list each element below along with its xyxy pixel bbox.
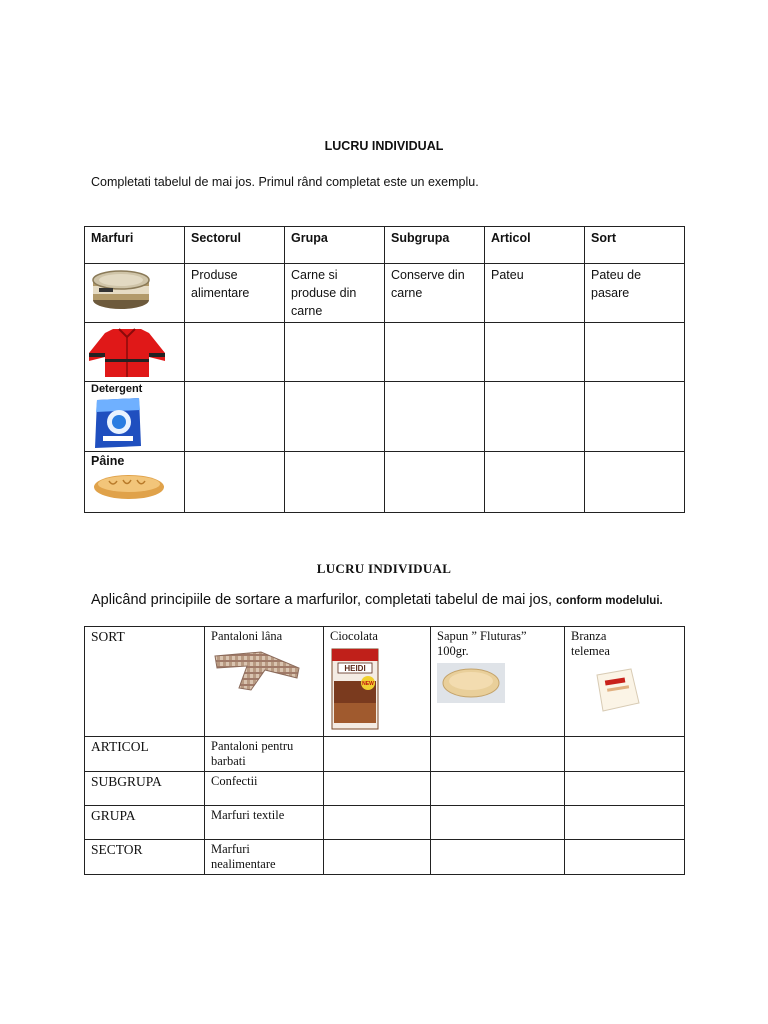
cell-grupa[interactable] [285,323,385,382]
cell-subgrupa-ciocolata[interactable] [324,772,431,806]
section1-title: LUCRU INDIVIDUAL [324,139,444,153]
table2-sector-row [85,840,685,875]
cell-articol[interactable] [485,323,585,382]
section2-title: LUCRU INDIVIDUAL [316,561,452,576]
sort-name: Pantaloni lâna [211,629,283,643]
soap-bar-icon [437,663,505,703]
table-row [85,264,685,323]
cell-sectorul[interactable] [185,382,285,452]
table-row [85,323,685,382]
classification-table-1 [84,226,685,513]
section1-instruction: Completati tabelul de mai jos. Primul rând completat este un exemplu. [91,175,479,189]
product-cell [85,452,185,513]
cell-sort[interactable] [585,323,685,382]
cell-sector-ciocolata[interactable] [324,840,431,875]
cell-sectorul[interactable]: Produse alimentare [185,264,285,323]
chocolate-badge-text: NEW [362,681,374,687]
cell-sectorul[interactable] [185,452,285,513]
cell-sort[interactable] [585,382,685,452]
header-sort: Sort [585,227,685,264]
cell-grupa[interactable] [285,382,385,452]
chocolate-brand-text: HEIDI [344,664,366,673]
product-cell [85,323,185,382]
cell-articol[interactable] [485,452,585,513]
cheese-package-icon [591,665,643,715]
chocolate-box-icon [330,647,380,731]
product-cell [85,382,185,452]
sort-cell-branza [565,627,685,737]
section2-instruction-bold: conform modelului. [556,595,663,607]
cell-grupa[interactable] [285,452,385,513]
table2-subgrupa-row [85,772,685,806]
cell-sort[interactable]: Pateu de pasare [585,264,685,323]
cell-subgrupa[interactable] [385,382,485,452]
cell-grupa-branza[interactable] [565,806,685,840]
cell-sectorul[interactable] [185,323,285,382]
cell-articol-branza[interactable] [565,737,685,772]
header-marfuri: Marfuri [85,227,185,264]
row-label-sector: SECTOR [85,840,205,875]
cell-articol-sapun[interactable] [431,737,565,772]
cell-grupa[interactable]: Carne si produse din carne [285,264,385,323]
table-row [85,452,685,513]
row-label-subgrupa: SUBGRUPA [85,772,205,806]
table2-grupa-row [85,806,685,840]
cell-articol-ciocolata[interactable] [324,737,431,772]
row-label-sort: SORT [85,627,205,737]
product-label: Pâine [91,454,125,468]
cell-subgrupa-sapun[interactable] [431,772,565,806]
cell-subgrupa-branza[interactable] [565,772,685,806]
product-label: Detergent [91,383,143,395]
classification-table-2 [84,626,685,875]
cell-articol[interactable]: Pateu [485,264,585,323]
cell-subgrupa[interactable] [385,323,485,382]
sort-cell-sapun [431,627,565,737]
table-row [85,382,685,452]
row-label-articol: ARTICOL [85,737,205,772]
detergent-package-icon [91,396,145,450]
red-jacket-icon [87,323,167,379]
sort-name: Ciocolata [330,629,378,643]
wool-trousers-icon [211,648,303,694]
product-cell [85,264,185,323]
cell-articol[interactable] [485,382,585,452]
cell-sort[interactable] [585,452,685,513]
bread-loaf-icon [91,469,167,503]
header-grupa: Grupa [285,227,385,264]
cell-sector-pantaloni[interactable]: Marfuri nealimentare [205,840,324,875]
row-label-grupa: GRUPA [85,806,205,840]
canned-meat-tin-icon [89,266,153,312]
cell-subgrupa-pantaloni[interactable]: Confectii [205,772,324,806]
cell-grupa-pantaloni[interactable]: Marfuri textile [205,806,324,840]
cell-sector-branza[interactable] [565,840,685,875]
table1-header-row [85,227,685,264]
table2-articol-row [85,737,685,772]
header-sectorul: Sectorul [185,227,285,264]
cell-sector-sapun[interactable] [431,840,565,875]
header-articol: Articol [485,227,585,264]
header-subgrupa: Subgrupa [385,227,485,264]
section2-instruction [91,592,691,610]
cell-subgrupa[interactable]: Conserve din carne [385,264,485,323]
sort-name: Sapun ” Fluturas” 100gr. [437,629,527,658]
section2-instruction-main: Aplicând principiile de sortare a marfurilor, completati tabelul de mai jos, [91,592,557,608]
sort-cell-ciocolata [324,627,431,737]
table2-sort-row [85,627,685,737]
cell-grupa-sapun[interactable] [431,806,565,840]
cell-subgrupa[interactable] [385,452,485,513]
sort-cell-pantaloni [205,627,324,737]
sort-name: Branza telemea [571,629,610,658]
cell-articol-pantaloni[interactable]: Pantaloni pentru barbati [205,737,324,772]
cell-grupa-ciocolata[interactable] [324,806,431,840]
